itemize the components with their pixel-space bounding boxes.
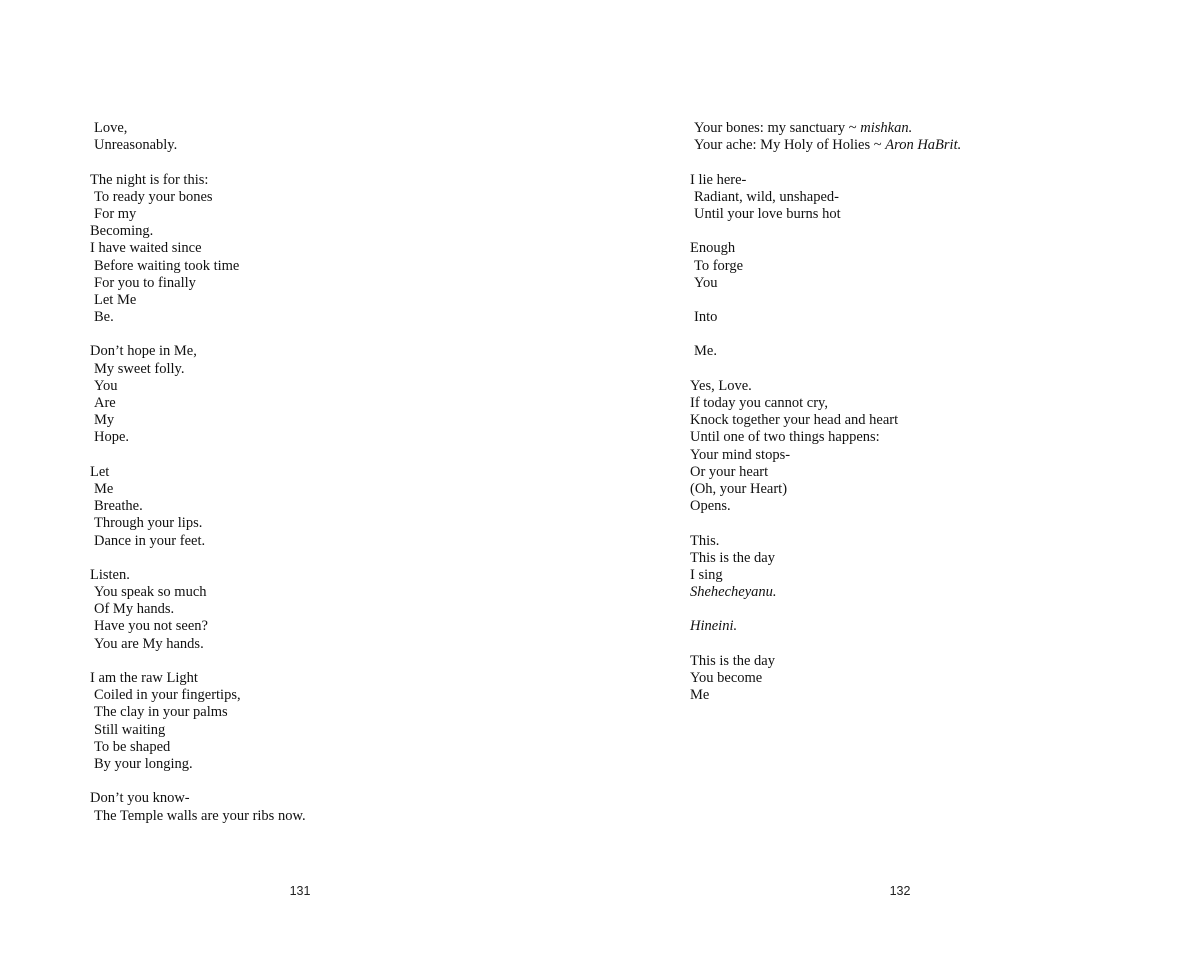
- poem-line: [90, 120, 306, 137]
- line-text: Your ache: My Holy of Holies ~: [694, 137, 886, 154]
- poem-line: [90, 395, 306, 412]
- poem-line: [690, 670, 961, 687]
- line-text: Hope.: [94, 429, 130, 446]
- stanza-break: [90, 154, 306, 171]
- poem-line: [690, 618, 961, 635]
- line-text: Until your love burns hot: [694, 205, 841, 222]
- poem-line: [690, 275, 961, 292]
- line-text: Are: [94, 395, 116, 411]
- poem-line: [90, 670, 306, 687]
- poem-line: [690, 533, 961, 550]
- right-page: [600, 0, 1200, 960]
- stanza-break: [690, 223, 961, 240]
- line-italic-text: Shehecheyanu.: [690, 584, 777, 601]
- poem-line: [90, 361, 306, 378]
- line-text: Yes, Love.: [690, 377, 752, 394]
- line-text: Don’t hope in Me,: [90, 343, 197, 360]
- stanza-break: [90, 653, 306, 670]
- page-number-left: 131: [289, 884, 311, 898]
- poem-line: [90, 378, 306, 395]
- poem-line: [90, 412, 306, 429]
- poem-line: [690, 498, 961, 515]
- line-text: I have waited since: [90, 240, 202, 257]
- line-text: Opens.: [690, 498, 731, 515]
- stanza-break: [90, 326, 306, 343]
- poem-line: [690, 687, 961, 704]
- poem-line: [690, 567, 961, 584]
- line-text: (Oh, your Heart): [690, 480, 788, 497]
- line-text: This.: [690, 532, 720, 549]
- line-italic-text: Hineini.: [690, 618, 738, 635]
- stanza-break: [690, 636, 961, 653]
- poem-line: [90, 481, 306, 498]
- poem-line: [90, 618, 306, 635]
- line-text: By your longing.: [94, 755, 193, 772]
- stanza-break: [690, 154, 961, 171]
- line-italic-text: mishkan.: [860, 120, 913, 136]
- poem-line: [90, 189, 306, 206]
- line-text: Me.: [694, 343, 717, 360]
- poem-line: [90, 343, 306, 360]
- line-text: Enough: [690, 240, 736, 257]
- line-text: To forge: [694, 257, 744, 274]
- line-text: This is the day: [690, 652, 775, 669]
- line-text: For you to finally: [94, 274, 196, 291]
- line-text: This is the day: [690, 549, 775, 566]
- poem-line: [690, 189, 961, 206]
- line-text: Still waiting: [94, 721, 166, 738]
- poem-text-left: [90, 120, 306, 825]
- line-text: To ready your bones: [94, 188, 213, 205]
- line-text: You: [94, 377, 118, 394]
- poem-line: [90, 137, 306, 154]
- line-text: The Temple walls are your ribs now.: [94, 807, 306, 824]
- line-text: You are My hands.: [94, 635, 204, 652]
- poem-line: [690, 429, 961, 446]
- poem-line: [690, 412, 961, 429]
- stanza-break: [90, 550, 306, 567]
- poem-line: [690, 206, 961, 223]
- line-text: Radiant, wild, unshaped-: [694, 188, 839, 205]
- line-text: I am the raw Light: [90, 670, 198, 686]
- poem-line: [690, 395, 961, 412]
- line-text: Let Me: [94, 291, 137, 308]
- poem-line: [90, 790, 306, 807]
- line-text: Your mind stops-: [690, 446, 791, 463]
- line-text: Until one of two things happens:: [690, 429, 880, 446]
- line-italic-text: Aron HaBrit.: [885, 137, 962, 154]
- poem-line: [90, 722, 306, 739]
- poem-text-right: [690, 120, 961, 704]
- line-text: My sweet folly.: [94, 360, 185, 377]
- line-text: Into: [694, 309, 718, 326]
- stanza-break: [690, 515, 961, 532]
- poem-line: [690, 550, 961, 567]
- line-text: Listen.: [90, 566, 130, 583]
- line-text: You speak so much: [94, 584, 207, 601]
- stanza-break: [690, 326, 961, 343]
- line-text: Me: [690, 687, 710, 704]
- line-text: Or your heart: [690, 463, 769, 480]
- poem-line: [690, 584, 961, 601]
- line-text: Through your lips.: [94, 515, 203, 532]
- line-text: You: [694, 274, 718, 291]
- page-number-right: 132: [889, 884, 911, 898]
- poem-line: [90, 687, 306, 704]
- line-text: Me: [94, 480, 114, 497]
- line-text: Be.: [94, 309, 114, 326]
- stanza-break: [690, 601, 961, 618]
- line-text: The clay in your palms: [94, 704, 228, 721]
- line-text: Don’t you know-: [90, 790, 190, 807]
- poem-line: [90, 533, 306, 550]
- poem-line: [90, 309, 306, 326]
- line-text: My: [94, 412, 115, 429]
- line-text: If today you cannot cry,: [690, 395, 828, 411]
- poem-line: [90, 498, 306, 515]
- line-text: You become: [690, 670, 763, 686]
- poem-line: [690, 137, 961, 154]
- line-text: Before waiting took time: [94, 257, 240, 274]
- poem-line: [690, 481, 961, 498]
- poem-line: [90, 739, 306, 756]
- poem-line: [90, 515, 306, 532]
- poem-line: [90, 464, 306, 481]
- poem-line: [90, 756, 306, 773]
- line-text: Of My hands.: [94, 601, 175, 618]
- poem-line: [690, 653, 961, 670]
- line-text: To be shaped: [94, 738, 171, 755]
- line-text: For my: [94, 205, 137, 222]
- line-text: The night is for this:: [90, 171, 209, 188]
- stanza-break: [90, 447, 306, 464]
- line-text: Becoming.: [90, 223, 154, 240]
- poem-line: [90, 292, 306, 309]
- poem-line: [90, 258, 306, 275]
- poem-line: [690, 258, 961, 275]
- poem-line: [690, 447, 961, 464]
- poem-line: [90, 172, 306, 189]
- poem-line: [90, 223, 306, 240]
- poem-line: [690, 378, 961, 395]
- poem-line: [90, 704, 306, 721]
- poem-line: [90, 240, 306, 257]
- stanza-break: [690, 361, 961, 378]
- poem-line: [690, 172, 961, 189]
- poem-line: [690, 464, 961, 481]
- line-text: Have you not seen?: [94, 618, 208, 635]
- stanza-break: [90, 773, 306, 790]
- poem-line: [90, 636, 306, 653]
- poem-line: [90, 275, 306, 292]
- poem-line: [90, 808, 306, 825]
- poem-line: [690, 240, 961, 257]
- poem-line: [690, 343, 961, 360]
- line-text: Breathe.: [94, 498, 143, 515]
- line-text: Dance in your feet.: [94, 532, 206, 549]
- line-text: Coiled in your fingertips,: [94, 687, 241, 704]
- line-text: Let: [90, 463, 110, 480]
- stanza-break: [690, 292, 961, 309]
- poem-line: [90, 206, 306, 223]
- poem-line: [90, 584, 306, 601]
- line-text: Unreasonably.: [94, 137, 178, 154]
- line-text: I lie here-: [690, 171, 747, 188]
- poem-line: [690, 120, 961, 137]
- poem-line: [90, 567, 306, 584]
- line-text: I sing: [690, 566, 723, 583]
- poem-line: [90, 601, 306, 618]
- line-text: Your bones: my sanctuary ~: [694, 120, 861, 136]
- line-text: Knock together your head and heart: [690, 412, 899, 429]
- poem-line: [90, 429, 306, 446]
- line-text: Love,: [94, 120, 128, 136]
- poem-line: [690, 309, 961, 326]
